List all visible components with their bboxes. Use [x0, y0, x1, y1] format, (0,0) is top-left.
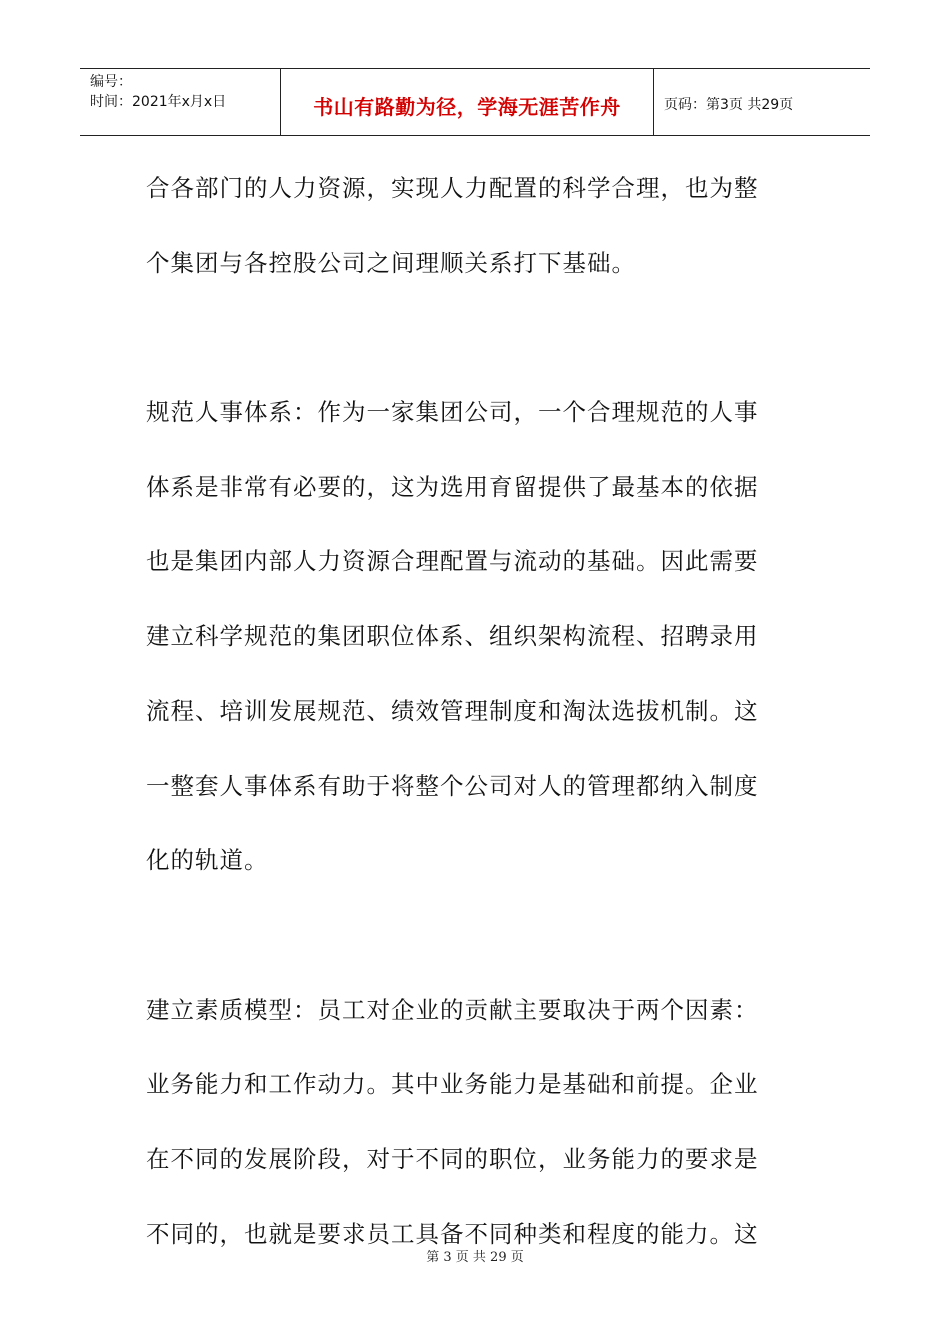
body-line: 规范人事体系：作为一家集团公司，一个合理规范的人事 — [146, 398, 759, 427]
header-meta — [80, 69, 281, 135]
body-line: 业务能力和工作动力。其中业务能力是基础和前提。企业 — [146, 1070, 759, 1099]
body-line: 化的轨道。 — [146, 846, 269, 875]
document-body — [146, 163, 808, 1283]
body-line: 个集团与各控股公司之间理顺关系打下基础。 — [146, 248, 636, 277]
body-line: 合各部门的人力资源，实现人力配置的科学合理，也为整 — [146, 174, 759, 202]
body-line: 流程、培训发展规范、绩效管理制度和淘汰选拔机制。这 — [146, 696, 759, 725]
paragraph-gap — [146, 910, 808, 985]
page-footer — [0, 1246, 950, 1265]
header-page-info-cell — [654, 69, 870, 135]
document-date: 时间：2021年x月x日 — [90, 94, 227, 110]
footer-page-number: 第 3 页 共 29 页 — [426, 1250, 524, 1265]
body-line: 也是集团内部人力资源合理配置与流动的基础。因此需要 — [146, 547, 759, 576]
body-line: 在不同的发展阶段，对于不同的职位，业务能力的要求是 — [146, 1144, 759, 1173]
header-motto: 书山有路勤为径，学海无涯苦作舟 — [313, 94, 621, 119]
header-page-info: 页码：第3页 共29页 — [664, 97, 794, 113]
paragraph-gap — [146, 312, 808, 387]
header-motto-cell — [281, 69, 654, 135]
body-line: 不同的，也就是要求员工具备不同种类和程度的能力。这 — [146, 1219, 759, 1248]
body-line: 一整套人事体系有助于将整个公司对人的管理都纳入制度 — [146, 771, 759, 800]
body-line: 建立科学规范的集团职位体系、组织架构流程、招聘录用 — [146, 622, 759, 651]
body-line: 建立素质模型：员工对企业的贡献主要取决于两个因素： — [146, 995, 759, 1024]
body-line: 体系是非常有必要的，这为选用育留提供了最基本的依据 — [146, 472, 759, 501]
page-header — [80, 68, 870, 136]
document-number-label: 编号： — [90, 74, 132, 90]
